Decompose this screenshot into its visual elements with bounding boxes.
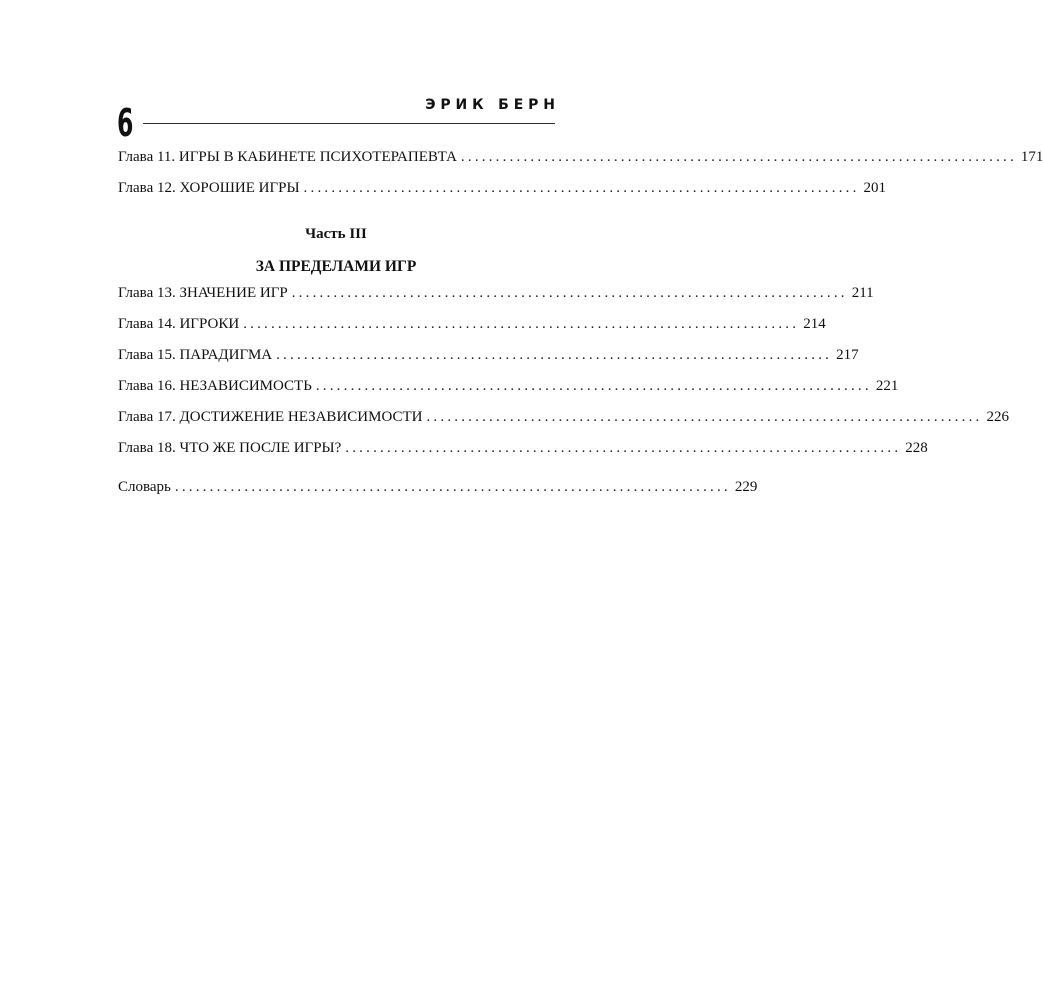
page-number: 6: [117, 101, 134, 145]
toc-entry-page: 229: [731, 479, 758, 496]
toc-entry[interactable]: [118, 440, 928, 471]
toc-entry[interactable]: [118, 285, 874, 316]
dot-leader: ................................................................................: [291, 285, 848, 301]
toc-entry[interactable]: [118, 180, 887, 211]
toc-entry-label: Глава 17. ДОСТИЖЕНИЕ НЕЗАВИСИМОСТИ: [118, 409, 426, 426]
dot-leader: ................................................................................: [243, 316, 800, 332]
toc-entry[interactable]: [118, 409, 1009, 440]
toc-entry-page: 217: [832, 347, 859, 364]
toc-entry-page: 226: [982, 409, 1009, 426]
dot-leader: ................................................................................: [426, 409, 983, 425]
toc-section-part: [118, 285, 1009, 471]
part-number: Часть III: [305, 226, 367, 242]
toc-entry-label: Глава 15. ПАРАДИГМА: [118, 347, 276, 364]
toc-entry-label: Глава 16. НЕЗАВИСИМОСТЬ: [118, 378, 316, 395]
toc-entry[interactable]: [118, 378, 899, 409]
toc-entry-label: Глава 13. ЗНАЧЕНИЕ ИГР: [118, 285, 292, 302]
toc-entry-page: 221: [872, 378, 899, 395]
running-author: Э Р И К Б Е Р Н: [425, 97, 555, 113]
toc-entry[interactable]: [118, 316, 826, 347]
dot-leader: ................................................................................: [303, 180, 860, 196]
toc-entry[interactable]: [118, 149, 1043, 180]
toc-entry-page: 201: [860, 180, 887, 197]
dot-leader: ................................................................................: [345, 440, 902, 456]
toc-entry-page: 228: [901, 440, 928, 457]
toc-section-top: [118, 149, 1043, 211]
toc-section-glossary: [118, 479, 758, 510]
toc-entry[interactable]: [118, 479, 758, 510]
toc-entry[interactable]: [118, 347, 859, 378]
toc-entry-label: Глава 11. ИГРЫ В КАБИНЕТЕ ПСИХОТЕРАПЕВТА: [118, 149, 461, 166]
toc-entry-label: Глава 18. ЧТО ЖЕ ПОСЛЕ ИГРЫ?: [118, 440, 345, 457]
toc-entry-label: Словарь: [118, 479, 175, 496]
part-title: ЗА ПРЕДЕЛАМИ ИГР: [255, 258, 417, 275]
toc-entry-label: Глава 14. ИГРОКИ: [118, 316, 243, 333]
header-rule: [143, 123, 555, 124]
toc-entry-page: 214: [799, 316, 826, 333]
toc-entry-page: 211: [848, 285, 874, 302]
dot-leader: ................................................................................: [276, 347, 833, 363]
toc-entry-label: Глава 12. ХОРОШИЕ ИГРЫ: [118, 180, 304, 197]
dot-leader: ................................................................................: [174, 479, 731, 495]
dot-leader: ................................................................................: [460, 149, 1017, 165]
dot-leader: ................................................................................: [315, 378, 872, 394]
toc-entry-page: 171: [1017, 149, 1043, 166]
